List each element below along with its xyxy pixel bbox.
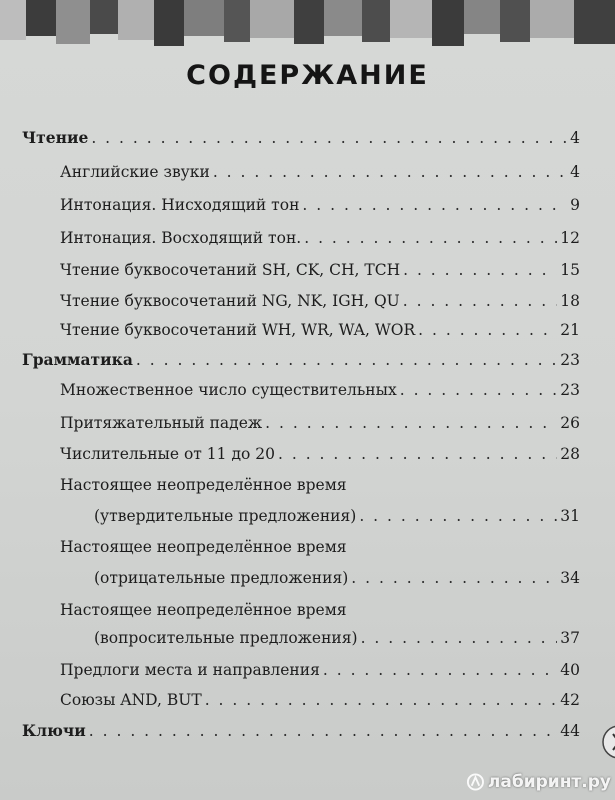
toc-entry xyxy=(94,628,580,648)
toc-entry-label: Чтение буквосочетаний SH, CK, CH, TCH xyxy=(60,261,401,279)
leader-dots xyxy=(361,628,558,648)
toc-entry-label: Интонация. Восходящий тон. xyxy=(60,229,302,247)
leader-dots xyxy=(403,291,558,311)
labirint-logo-icon xyxy=(466,772,485,792)
toc-entry-label: Ключи xyxy=(22,721,86,740)
leader-dots xyxy=(323,660,557,680)
toc-entry-page: 12 xyxy=(560,229,580,247)
toc-entry-page: 34 xyxy=(560,569,580,587)
toc-entry-label: Чтение xyxy=(22,128,89,147)
toc-entry-label: (вопросительные предложения) xyxy=(94,629,358,647)
leader-dots xyxy=(400,380,558,400)
leader-dots xyxy=(403,260,557,280)
toc-entry-heading xyxy=(60,475,580,495)
toc-entry-label: Английские звуки xyxy=(60,163,210,181)
toc-entry-page: 4 xyxy=(570,163,580,181)
toc-entry-page: 23 xyxy=(560,381,580,399)
toc-entry xyxy=(60,690,580,710)
toc-entry xyxy=(60,162,580,182)
toc-entry-label: Настоящее неопределённое время xyxy=(60,538,347,556)
toc-entry-page: 18 xyxy=(560,292,580,310)
toc-entry-page: 4 xyxy=(570,129,580,147)
toc-entry-label: Союзы AND, BUT xyxy=(60,691,202,709)
toc-entry-page: 31 xyxy=(560,507,580,525)
toc-entry xyxy=(60,320,580,340)
toc-entry-page: 44 xyxy=(560,722,580,740)
leader-dots xyxy=(91,128,567,148)
leader-dots xyxy=(278,444,557,464)
toc-entry-label: Грамматика xyxy=(22,350,133,369)
toc-entry-label: Чтение буквосочетаний WH, WR, WA, WOR xyxy=(60,321,416,339)
toc-entry-heading xyxy=(60,537,580,557)
toc-entry-grammar xyxy=(22,350,580,370)
toc-entry xyxy=(94,506,580,526)
toc-entry-page: 42 xyxy=(560,691,580,709)
leader-dots xyxy=(136,350,557,370)
leader-dots xyxy=(89,721,558,741)
toc-entry xyxy=(60,660,580,680)
toc-entry-page: 21 xyxy=(560,321,580,339)
toc-entry-reading xyxy=(22,128,580,148)
toc-entry xyxy=(60,380,580,400)
watermark-text: лабиринт.ру xyxy=(487,772,611,792)
toc-entry-label: Множественное число существительных xyxy=(60,381,397,399)
toc-entry xyxy=(60,444,580,464)
leader-dots xyxy=(205,690,558,710)
toc-entry-page: 28 xyxy=(560,445,580,463)
toc-entry-page: 23 xyxy=(560,351,580,369)
toc-entry-page: 40 xyxy=(560,661,580,679)
toc-entry-label: (отрицательные предложения) xyxy=(94,569,349,587)
toc-entry-page: 9 xyxy=(570,196,580,214)
toc-entry xyxy=(60,195,580,215)
toc-entry-heading xyxy=(60,600,580,620)
toc-entry xyxy=(60,291,580,311)
page-title: СОДЕРЖАНИЕ xyxy=(186,60,429,91)
toc-entry xyxy=(60,228,580,248)
toc-entry xyxy=(60,260,580,280)
toc-entry-label: Настоящее неопределённое время xyxy=(60,476,347,494)
toc-entry-label: (утвердительные предложения) xyxy=(94,507,357,525)
toc-entry-keys xyxy=(22,721,580,741)
toc-entry-label: Настоящее неопределённое время xyxy=(60,601,347,619)
toc-entry-label: Чтение буквосочетаний NG, NK, IGH, QU xyxy=(60,292,400,310)
toc-entry-label: Числительные от 11 до 20 xyxy=(60,445,275,463)
toc-entry-label: Предлоги места и направления xyxy=(60,661,320,679)
leader-dots xyxy=(265,413,557,433)
page-corner-icon xyxy=(599,722,615,762)
toc-entry-page: 26 xyxy=(560,414,580,432)
toc-entry xyxy=(94,568,580,588)
toc-entry-page: 15 xyxy=(560,261,580,279)
toc-entry-page: 37 xyxy=(560,629,580,647)
leader-dots xyxy=(359,506,557,526)
leader-dots xyxy=(351,568,557,588)
leader-dots xyxy=(418,320,557,340)
watermark xyxy=(466,768,611,796)
toc-entry-label: Интонация. Нисходящий тон xyxy=(60,196,300,214)
toc-entry-label: Притяжательный падеж xyxy=(60,414,263,432)
leader-dots xyxy=(302,195,567,215)
toc-entry xyxy=(60,413,580,433)
leader-dots xyxy=(213,162,567,182)
leader-dots xyxy=(304,228,557,248)
